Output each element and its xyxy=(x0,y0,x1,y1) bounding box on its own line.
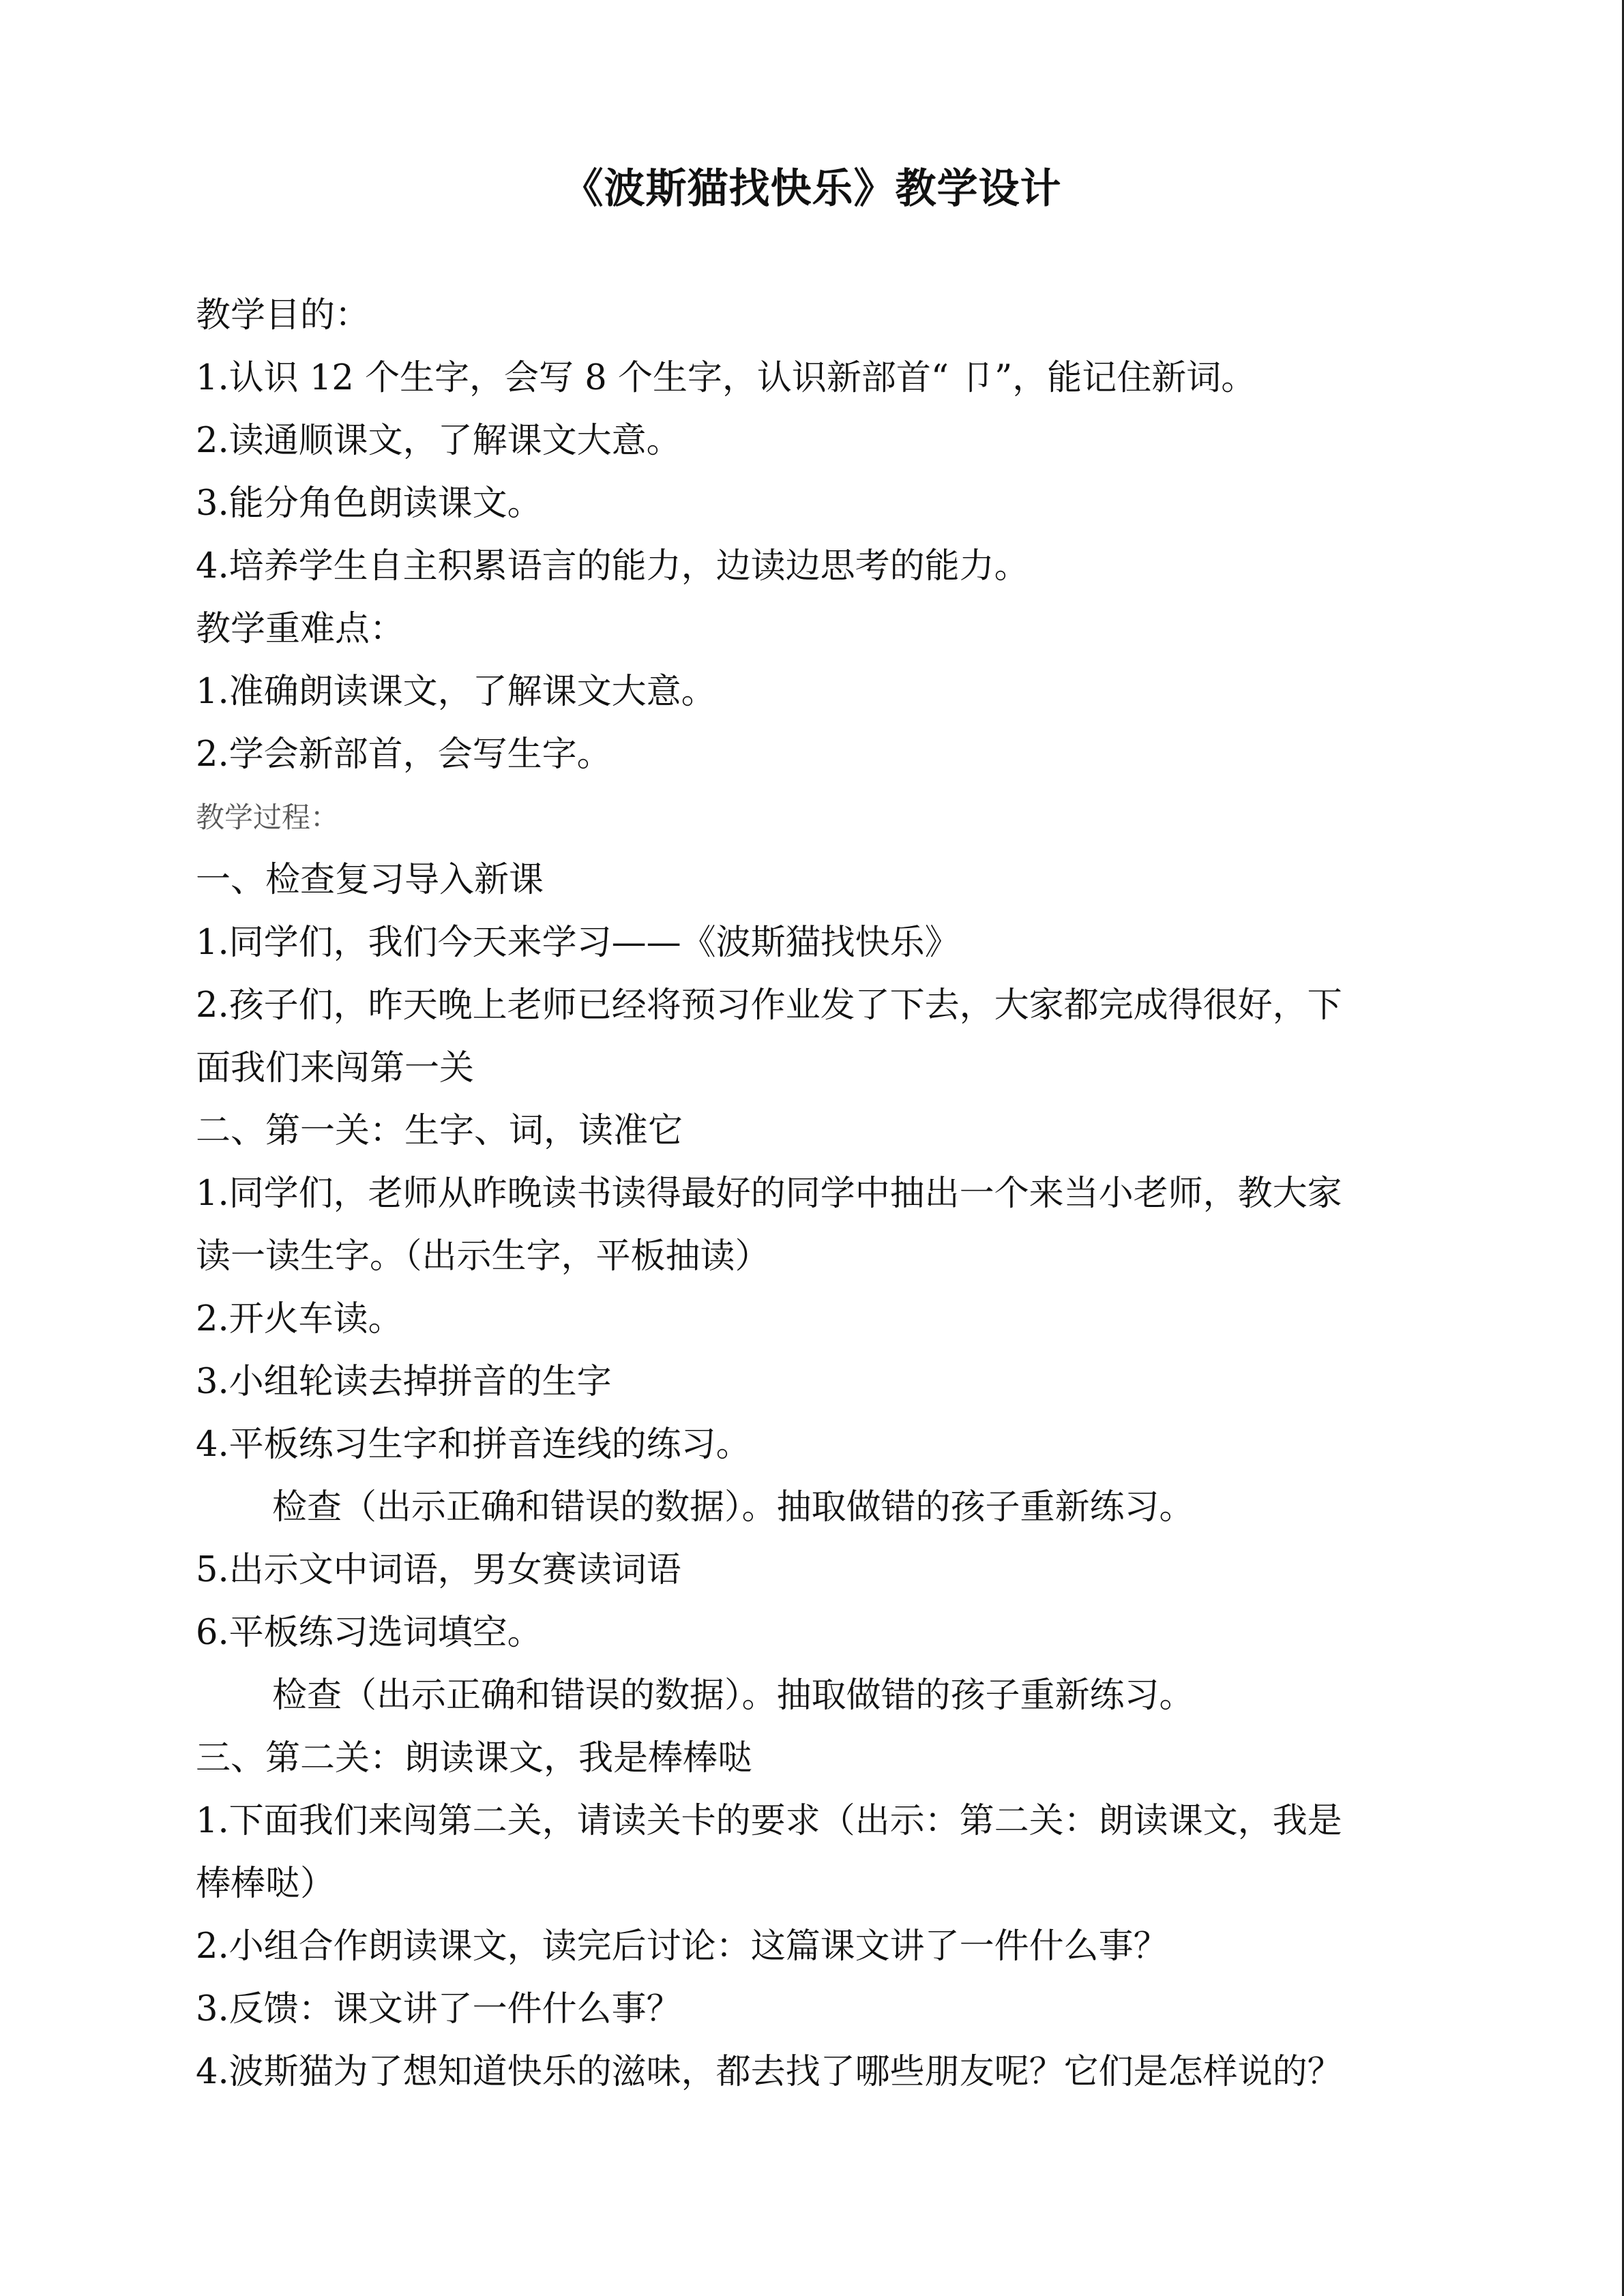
text-line: 教学重难点： xyxy=(196,609,405,649)
text-line: 棒棒哒） xyxy=(196,1864,336,1904)
text-line: 4.平板练习生字和拼音连线的练习。 xyxy=(196,1425,751,1465)
text-line: 3.小组轮读去掉拼音的生字 xyxy=(196,1362,612,1402)
text-line: 3.反馈：课文讲了一件什么事？ xyxy=(196,1989,681,2029)
text-line: 面我们来闯第一关 xyxy=(196,1048,475,1088)
text-line: 2.读通顺课文，了解课文大意。 xyxy=(196,421,681,461)
text-line: 4.波斯猫为了想知道快乐的滋味，都去找了哪些朋友呢？它们是怎样说的？ xyxy=(196,2052,1342,2092)
text-line: 2.孩子们，昨天晚上老师已经将预习作业发了下去，大家都完成得很好，下 xyxy=(196,985,1342,1026)
text-line: 5.出示文中词语，男女赛读词语 xyxy=(196,1550,681,1590)
text-line: 检查（出示正确和错误的数据）。抽取做错的孩子重新练习。 xyxy=(272,1675,1194,1716)
text-line: 1.同学们，老师从昨晚读书读得最好的同学中抽出一个来当小老师，教大家 xyxy=(196,1174,1342,1214)
text-line: 1.同学们，我们今天来学习——《波斯猫找快乐》 xyxy=(196,923,960,963)
text-line: 1.准确朗读课文，了解课文大意。 xyxy=(196,672,716,712)
text-line: 教学过程： xyxy=(196,801,340,834)
text-line: 1.认识 12 个生字，会写 8 个生字，认识新部首“ 卩”，能记住新词。 xyxy=(196,358,1256,398)
document-body xyxy=(196,284,1464,2104)
text-line: 三、第二关：朗读课文，我是棒棒哒 xyxy=(196,1738,753,1778)
text-line: 一、检查复习导入新课 xyxy=(196,860,544,900)
document-title: 《波斯猫找快乐》教学设计 xyxy=(562,165,1062,213)
text-line: 检查（出示正确和错误的数据）。抽取做错的孩子重新练习。 xyxy=(272,1487,1194,1527)
text-line: 2.小组合作朗读课文，读完后讨论：这篇课文讲了一件什么事？ xyxy=(196,1926,1168,1967)
text-line: 1.下面我们来闯第二关，请读关卡的要求（出示：第二关：朗读课文，我是 xyxy=(196,1801,1342,1841)
text-line: 读一读生字。（出示生字，平板抽读） xyxy=(196,1236,770,1277)
text-line: 2.开火车读。 xyxy=(196,1299,403,1339)
text-line: 6.平板练习选词填空。 xyxy=(196,1613,542,1653)
text-line: 2.学会新部首，会写生字。 xyxy=(196,734,612,775)
text-line: 4.培养学生自主积累语言的能力，边读边思考的能力。 xyxy=(196,546,1029,586)
text-line: 3.能分角色朗读课文。 xyxy=(196,483,542,524)
text-line: 二、第一关：生字、词，读准它 xyxy=(196,1111,683,1151)
text-line: 教学目的： xyxy=(196,295,370,336)
